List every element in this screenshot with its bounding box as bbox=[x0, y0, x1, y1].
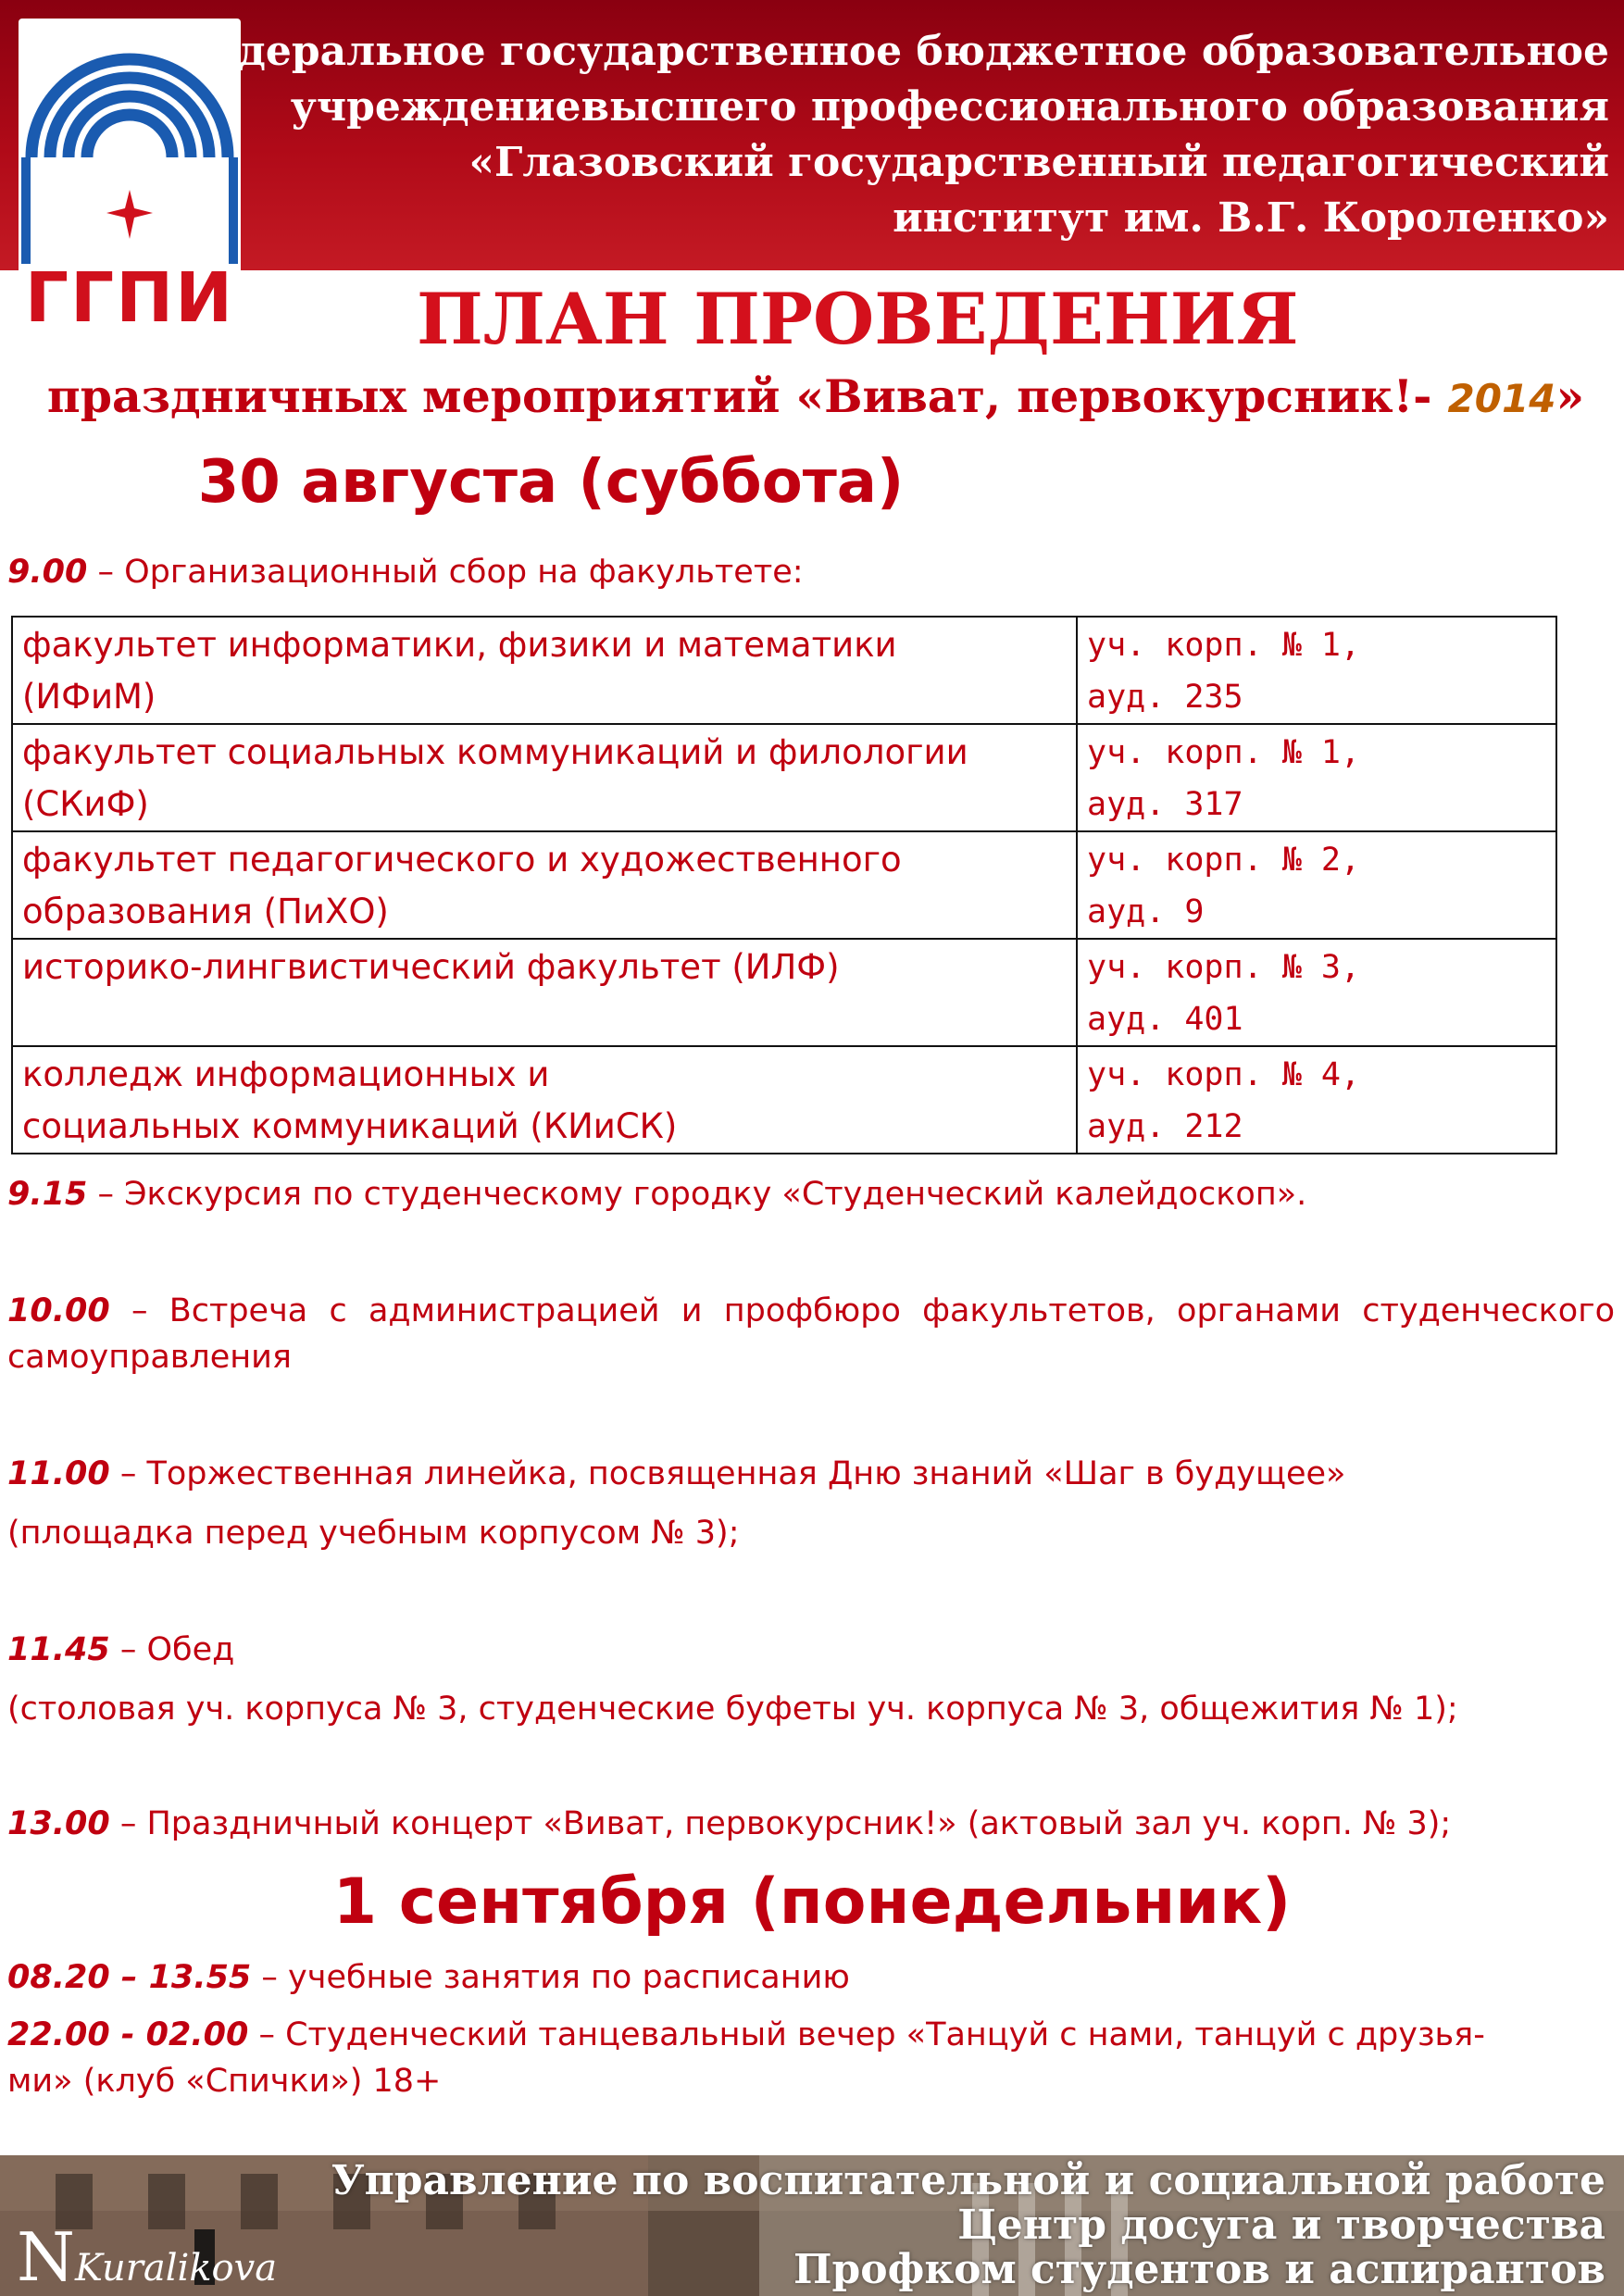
schedule-time: 11.00 bbox=[7, 1455, 110, 1492]
footer-banner bbox=[0, 2155, 1624, 2296]
day-heading-aug-30: 30 августа (суббота) bbox=[197, 448, 905, 517]
footer-organizers bbox=[331, 2159, 1605, 2292]
faculty-location-cell: уч. корп. № 2, ауд. 9 bbox=[1077, 831, 1556, 939]
faculty-name-cell: факультет педагогического и художественного образования (ПиХО) bbox=[12, 831, 1077, 939]
schedule-text: – Организационный сбор на факультете: bbox=[87, 554, 804, 591]
faculty-name-cell: историко-лингвистический факультет (ИЛФ) bbox=[12, 939, 1077, 1046]
faculty-location-cell: уч. корп. № 3, ауд. 401 bbox=[1077, 939, 1556, 1046]
schedule-text: – Праздничный концерт «Виват, первокурсник!» (актовый зал уч. корп. № 3); bbox=[109, 1805, 1452, 1842]
institution-line: Федеральное государственное бюджетное образовательное bbox=[173, 28, 1609, 75]
logo-text: ГГПИ bbox=[24, 258, 235, 338]
schedule-item-continuation: (площадка перед учебным корпусом № 3); bbox=[7, 1515, 740, 1552]
schedule-time: 11.45 bbox=[7, 1631, 110, 1668]
institution-line: учреждениевысшего профессионального образования bbox=[290, 83, 1609, 131]
author-signature: NKuralikova bbox=[17, 2218, 278, 2296]
schedule-item-continuation: (столовая уч. корпуса № 3, студенческие буфеты уч. корпуса № 3, общежития № 1); bbox=[7, 1691, 1458, 1728]
table-row bbox=[12, 724, 1556, 831]
schedule-text: – Студенческий танцевальный вечер «Танцуй с нами, танцуй с друзья- bbox=[248, 2016, 1485, 2053]
faculty-name-cell: факультет социальных коммуникаций и филологии (СКиФ) bbox=[12, 724, 1077, 831]
day-heading-sep-1: 1 сентября (понедельник) bbox=[332, 1866, 1292, 1939]
schedule-text: – Экскурсия по студенческому городку «Студенческий калейдоскоп». bbox=[87, 1176, 1307, 1213]
institution-line: «Глазовский государственный педагогический bbox=[468, 139, 1609, 186]
schedule-text: – учебные занятия по расписанию bbox=[251, 1959, 850, 1996]
table-row bbox=[12, 831, 1556, 939]
schedule-text: – Торжественная линейка, посвященная Дню знаний «Шаг в будущее» bbox=[109, 1455, 1346, 1492]
schedule-time: 22.00 - 02.00 bbox=[7, 2016, 249, 2053]
schedule-item bbox=[7, 1287, 1615, 1335]
institution-name bbox=[174, 24, 1609, 246]
schedule-item bbox=[7, 2011, 1618, 2059]
subtitle-close: » bbox=[1555, 369, 1585, 423]
table-row bbox=[12, 1046, 1556, 1154]
faculty-table bbox=[11, 616, 1557, 1154]
schedule-item bbox=[7, 1800, 1618, 1848]
schedule-text: – Обед bbox=[109, 1631, 235, 1668]
schedule-time: 13.00 bbox=[7, 1805, 110, 1842]
schedule-item bbox=[7, 1626, 1618, 1674]
footer-line: Профком студентов и аспирантов bbox=[793, 2246, 1605, 2293]
plan-title: ПЛАН ПРОВЕДЕНИЯ bbox=[417, 278, 1299, 360]
footer-line: Управление по воспитательной и социальной работе bbox=[331, 2157, 1605, 2204]
faculty-location-cell: уч. корп. № 4, ауд. 212 bbox=[1077, 1046, 1556, 1154]
schedule-time: 10.00 bbox=[7, 1292, 110, 1329]
schedule-item bbox=[7, 548, 1618, 596]
subtitle-text: праздничных мероприятий «Виват, первокурсник!- bbox=[46, 369, 1432, 423]
star-icon bbox=[106, 190, 153, 239]
schedule-item-continuation: ми» (клуб «Спички») 18+ bbox=[7, 2063, 442, 2100]
faculty-location-cell: уч. корп. № 1, ауд. 317 bbox=[1077, 724, 1556, 831]
schedule-item bbox=[7, 1170, 1618, 1218]
table-row bbox=[12, 617, 1556, 724]
faculty-name-cell: колледж информационных и социальных коммуникаций (КИиСК) bbox=[12, 1046, 1077, 1154]
schedule-time: 08.20 – 13.55 bbox=[7, 1959, 252, 1996]
footer-line: Центр досуга и творчества bbox=[957, 2202, 1605, 2249]
faculty-name-cell: факультет информатики, физики и математики (ИФиМ) bbox=[12, 617, 1077, 724]
table-row bbox=[12, 939, 1556, 1046]
schedule-item-continuation: самоуправления bbox=[7, 1339, 292, 1376]
schedule-time: 9.00 bbox=[7, 554, 88, 591]
schedule-item bbox=[7, 1450, 1618, 1498]
institution-line: институт им. В.Г. Короленко» bbox=[893, 194, 1609, 242]
subtitle-year: 2014 bbox=[1447, 376, 1556, 421]
schedule-text: – Встреча с администрацией и профбюро факультетов, органами студенческого bbox=[109, 1292, 1615, 1329]
schedule-time: 9.15 bbox=[7, 1176, 88, 1213]
plan-subtitle bbox=[15, 359, 1617, 436]
schedule-item bbox=[7, 1953, 1618, 2002]
faculty-location-cell: уч. корп. № 1, ауд. 235 bbox=[1077, 617, 1556, 724]
